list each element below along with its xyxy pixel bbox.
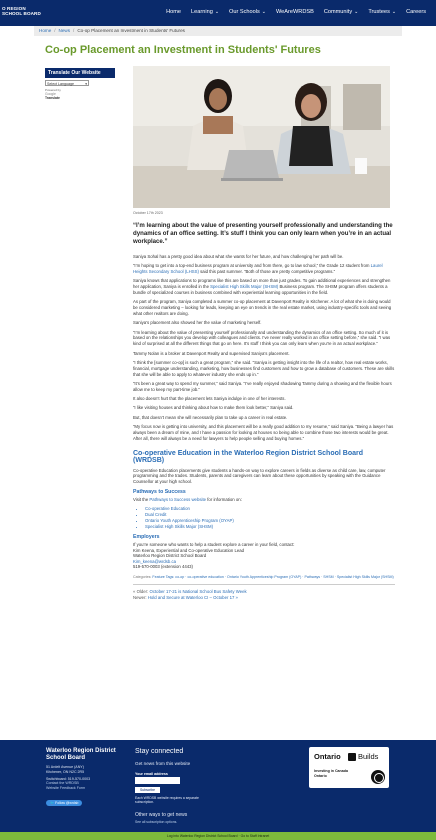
older-label: « Older:	[133, 589, 149, 595]
lhss-link[interactable]: Laurel Heights Secondary School (LHSS)	[133, 263, 383, 274]
address-line-2: Kitchener, ON N2C 2R5	[46, 769, 85, 774]
google-logo: Google	[45, 92, 56, 96]
article-paragraph: “I like visiting houses and thinking about how to make them look better,” Saniya said.	[133, 405, 294, 411]
logo-line-1: O REGION	[2, 6, 26, 11]
site-footer	[0, 740, 436, 832]
breadcrumb-separator: /	[54, 28, 56, 33]
translate-title: Translate Our Website	[45, 68, 115, 78]
article-paragraph: As part of the program, Saniya completed a summer co-op placement at Davenport Realty in Kitchener. A lot of what she is doing would be considered marketing – looking for leads, keeping an eye on trends in the real estate market, using industry-specific tools and seeing what other realtors are doing.	[133, 299, 392, 316]
main-nav	[166, 9, 436, 19]
investing-line-1: Investing in Canada	[314, 769, 348, 773]
article-paragraph	[133, 278, 395, 295]
article-paragraph: It also doesn’t hurt that the placement lets Saniya indulge in one of her interests.	[133, 396, 286, 402]
subscribe-button[interactable]: Subscribe	[135, 787, 160, 793]
newer-post	[133, 595, 395, 601]
chevron-down-icon: ▾	[85, 81, 87, 86]
nav-wearewrdsb[interactable]	[276, 9, 314, 19]
nav-wearewrdsb-label: WeAreWRDSB	[276, 9, 314, 15]
nav-trustees-label: Trustees	[368, 9, 390, 15]
site-header	[0, 0, 436, 26]
email-field[interactable]	[135, 777, 180, 784]
article-paragraph: But, that doesn’t mean she will necessarily plan to take up a career in real estate.	[133, 414, 288, 420]
ontario-wordmark: Ontario	[314, 752, 341, 761]
article-paragraph: Tammy Nolan is a broker at Davenport Realty and supervised Saniya’s placement.	[133, 350, 290, 356]
follow-button-label: Follow @wrdsb	[55, 801, 79, 806]
footer-board-info	[46, 748, 126, 809]
powered-by	[45, 88, 115, 100]
article-categories	[133, 575, 395, 580]
email-label: Your email address	[135, 772, 168, 776]
contact-email-link[interactable]: Kim_keena@wrdsb.ca	[133, 558, 177, 564]
page-title: Co-op Placement an Investment in Students' Futures	[45, 44, 321, 56]
nav-careers[interactable]	[406, 9, 426, 19]
newer-post-link[interactable]: Hold and Secure at Waterloo CI – October 17 »	[147, 595, 238, 601]
contact-org: Waterloo Region District School Board	[133, 553, 207, 559]
article-photo	[133, 66, 390, 208]
nav-our-schools-label: Our Schools	[229, 9, 260, 15]
canada-seal-icon	[371, 770, 385, 784]
article-text: Business program. The SHSM program offers students a bundle of specialized courses in business combined with experiential learning opportunities in the field.	[133, 283, 388, 295]
contact-name: Kim Keena, Experiential and Co-operative Education Lead	[133, 547, 245, 553]
coop-section-text: Co-operative Education placements give students a hands-on way to explore careers in fields as diverse as child care, law, computer programming and the trades. Students, parents and caregivers can learn about these opportunities by speaking with the Guidance Counsellor at your high school.	[133, 467, 386, 485]
pathways-heading: Pathways to Success	[133, 489, 186, 496]
categories-links[interactable]: Feature Tags: co-op · co-operative education · Ontario Youth Apprenticeship Program (OYAP) · Pathways · SHSM · Specialist High Skills Major (SHSM)	[152, 575, 394, 580]
follow-twitter-button[interactable]	[46, 800, 82, 806]
investing-in-canada	[314, 769, 348, 778]
chevron-down-icon: ⌄	[391, 9, 397, 15]
breadcrumb-current: Co-op Placement an Investment in Students' Futures	[77, 28, 185, 33]
pathways-paragraph	[133, 497, 395, 503]
article-paragraph	[133, 263, 395, 275]
list-item-shsm[interactable]: • Specialist High Skills Major (SHSM)	[145, 524, 395, 530]
chevron-down-icon: ⌄	[261, 9, 266, 15]
pathways-link[interactable]: Pathways to Success website	[149, 497, 207, 503]
powered-by-label: Powered by	[45, 88, 61, 92]
nav-our-schools[interactable]	[229, 9, 266, 19]
breadcrumb-news[interactable]: News	[58, 28, 71, 33]
nav-careers-label: Careers	[406, 9, 426, 15]
divider	[133, 584, 395, 585]
other-ways-heading: Other ways to get news	[135, 811, 188, 818]
nav-learning[interactable]	[191, 9, 219, 19]
newer-label: Newer:	[133, 595, 147, 601]
list-item-dual-credit[interactable]: • Dual Credit	[145, 512, 395, 518]
article-paragraph: “It’s been a great way to spend my summer,” said Saniya. “I’ve really enjoyed shadowing Tammy during a showing and the flexible hours allow me to keep my part-time job.”	[133, 380, 392, 392]
list-item-oyap[interactable]: • Ontario Youth Apprenticeship Program (OYAP)	[145, 518, 395, 524]
contact-phone: 519-570-0003 (extension 4443)	[133, 564, 193, 570]
employers-contact	[133, 542, 395, 569]
site-logo[interactable]	[2, 6, 41, 16]
footer-board-name: Waterloo Region District School Board	[46, 748, 116, 761]
article-paragraph: Saniya’s placement also showed her the value of marketing herself.	[133, 320, 262, 326]
translate-link[interactable]: Translate	[45, 96, 60, 100]
stay-connected-heading: Stay connected	[135, 748, 184, 755]
ontario-builds-text: Builds	[358, 752, 379, 761]
photo-two-women-at-desk	[133, 66, 390, 208]
older-post-link[interactable]: October 17-21 is National School Bus Safety Week	[149, 589, 247, 595]
shsm-link[interactable]: Specialist High Skills Major (SHSM)	[210, 283, 279, 289]
nav-home-label: Home	[166, 9, 182, 15]
logo-line-2: SCHOOL BOARD	[2, 11, 41, 16]
breadcrumb-home[interactable]: Home	[39, 28, 52, 33]
switchboard: Switchboard: 519-570-0003	[46, 776, 91, 781]
employers-text: If you’re someone who wants to help a student explore a career in your field, contact:	[133, 542, 295, 548]
news-subheading: Get news from this website	[135, 761, 191, 766]
contact-link[interactable]: Contact the WRDSB	[46, 781, 79, 786]
article-text: said this past summer. “Both of those are pretty competitive programs.”	[200, 268, 336, 274]
chevron-down-icon: ⌄	[214, 9, 220, 15]
breadcrumb-separator: /	[73, 28, 75, 33]
list-item-coop[interactable]: • Co-operative Education	[145, 506, 395, 512]
feedback-link[interactable]: Website Feedback Form	[46, 786, 86, 791]
language-select-value: Select Language	[47, 81, 74, 86]
coop-section-heading: Co-operative Education in the Waterloo Region District School Board (WRDSB)	[133, 449, 363, 464]
nav-home[interactable]	[166, 9, 181, 19]
address-line-1: 51 Ardelt Avenue (ANY)	[46, 765, 84, 769]
investing-line-2: Ontario	[314, 773, 327, 778]
subscription-options-link[interactable]: See all subscription options.	[135, 819, 178, 824]
categories-label: Categories:	[133, 575, 152, 580]
footer-address	[46, 765, 126, 781]
article-paragraph: Saniya Sohal has a pretty good idea about what she wants for her future, and how challenging her path will be.	[133, 253, 344, 259]
article-text: Saniya knows that applications to programs like this are based on more than just grades. To gain additional experiences and strengthen her application, Saniya is enrolled in the	[133, 278, 391, 289]
article-paragraph: “My focus now is getting into university, and this placement will be a really good addition to my resume,” said Saniya. “Being a lawyer has always been a dream of mine, and I have a passion for looking at houses so being able to combine those two interests would be great. After all, there will always be a need for lawyers to help people selling and buying homes.”	[133, 424, 394, 441]
staff-login-bar[interactable]: Log into Waterloo Region District School Board · Go to Staff Intranet	[0, 832, 436, 840]
chevron-down-icon: ⌄	[354, 9, 359, 15]
ontario-trillium-icon	[348, 753, 356, 761]
article-body	[133, 222, 395, 601]
twitter-icon: 🐦	[50, 801, 56, 806]
nav-community[interactable]	[324, 9, 359, 19]
breadcrumb	[34, 26, 402, 36]
article-text: “I’m hoping to get into a top-end business program at university and from there, go to law school,” the Grade 12 student from	[133, 263, 370, 268]
nav-community-label: Community	[323, 9, 353, 15]
article-paragraph: “I’m learning about the value of presenting yourself professionally and understanding the dynamics of an office setting. So much of it is based on the relationships you develop with colleagues and clients. I’ve never really worked in an office setting before,” she said. “I was kind of surprised at all the different things that go on here. It’s stuff I think you can only learn when you’re in an actual workplace.”	[133, 329, 391, 347]
language-select[interactable]	[45, 80, 89, 86]
footer-subscribe	[135, 748, 245, 824]
ontario-builds-banner[interactable]	[309, 747, 389, 788]
nav-learning-label: Learning	[191, 9, 213, 15]
subscribe-note: Each WRDSB website requires a separate subscription.	[135, 796, 199, 805]
article-text: for information on:	[207, 497, 242, 503]
employers-heading: Employers	[133, 534, 160, 541]
nav-trustees[interactable]	[368, 9, 396, 19]
article-paragraph: “I think the [summer co-op] is such a great program,” she said. “Saniya is getting insight into the life of a realtor, how real estate works, financial, mortgage understanding, marketing, how businesses find customers and how to grow a database of customers. These are skills that she will be able to apply to whatever industry she ends up in.”	[133, 359, 395, 377]
article-text: Visit the	[133, 497, 149, 503]
article-date: October 17th 2023	[133, 211, 163, 215]
pathways-list	[145, 506, 395, 530]
article-lead-quote: “I’m learning about the value of presenting yourself professionally and understanding the dynamics of an office setting. It’s stuff I think you can only learn when you’re in an actual workplace.”	[133, 222, 393, 246]
translate-widget	[45, 68, 115, 100]
